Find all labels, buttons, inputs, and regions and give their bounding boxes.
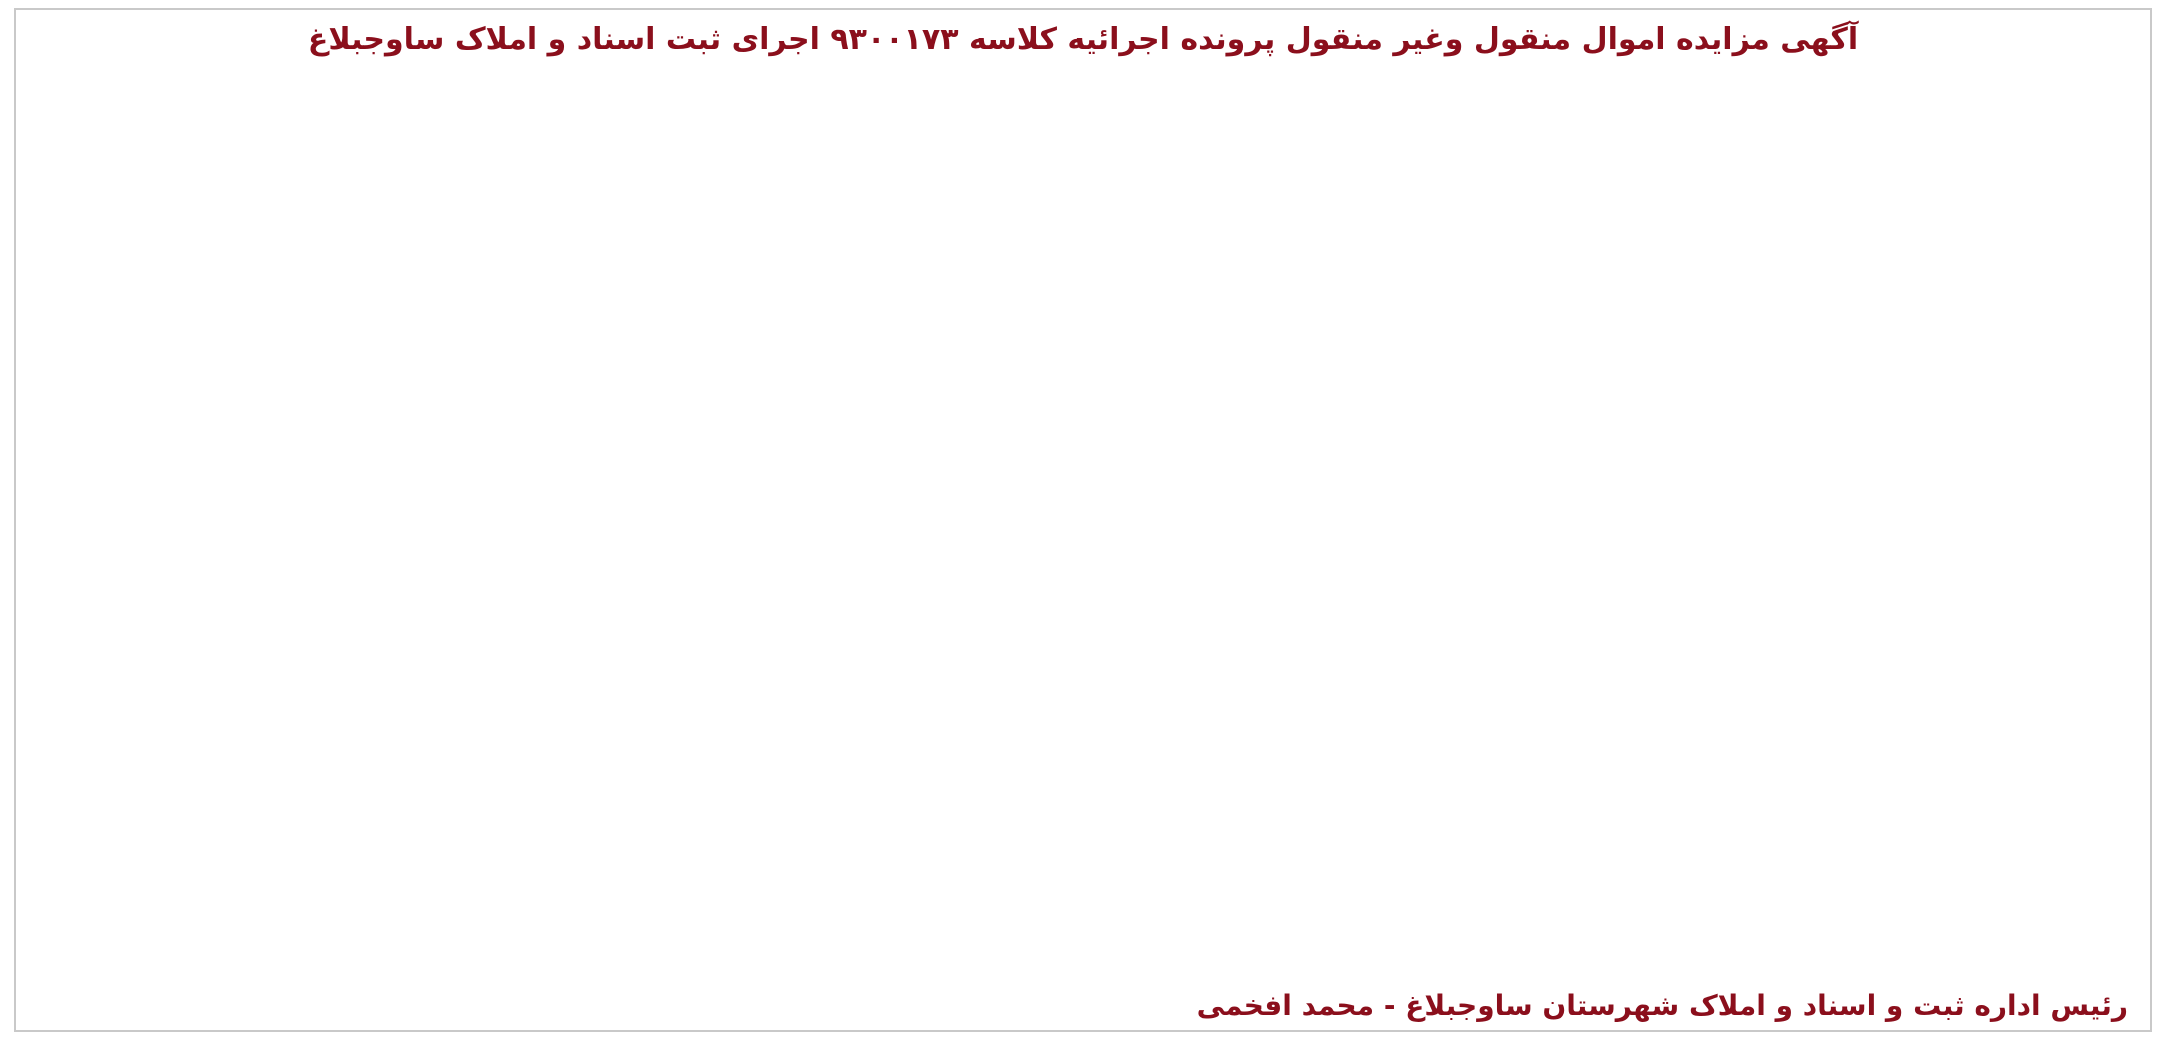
notice-body [38,66,2128,986]
notice-signature: رئیس اداره ثبت و اسناد و املاک شهرستان ساوجبلاغ - محمد افخمی [1196,989,2128,1022]
notice-frame [14,8,2152,1032]
notice-title: آگهی مزایده اموال منقول وغیر منقول پرونده اجرائیه کلاسه ۹۳۰۰۱۷۳ اجرای ثبت اسناد و املاک ساوجبلاغ [307,22,1859,57]
